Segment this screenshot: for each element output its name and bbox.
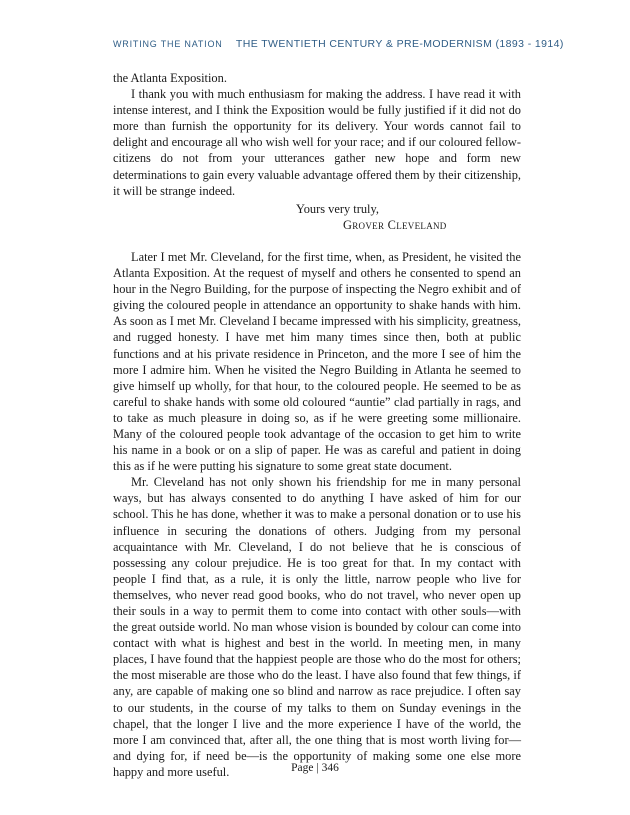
body-paragraph: Later I met Mr. Cleveland, for the first time, when, as President, he visited the Atlanta Exposition. At the request of myself and others he consented to spend an hour in the Negro Building, for the purpose of inspecting the Negro exhibit and of giving the coloured people in attendance an opportunity to shake hands with him. As soon as I met Mr. Cleveland I became impressed with his simplicity, greatness, and rugged honesty. I have met him many times since then, both at public functions and at his private residence in Princeton, and the more I see of him the more I admire him. When he visited the Negro Building in Atlanta he seemed to give himself up wholly, for that hour, to the coloured people. He seemed to be as careful to shake hands with some old coloured “auntie” clad partially in rags, and to take as much pleasure in doing so, as if he were greeting some millionaire. Many of the coloured people took advantage of the occasion to get him to write his name in a book or on a slip of paper. He was as careful and patient in doing this as if he were putting his signature to some great state document. xyxy=(113,249,522,474)
letter-continuation: the Atlanta Exposition. xyxy=(113,71,227,85)
letter-paragraph: I thank you with much enthusiasm for making the address. I have read it with intense interest, and I think the Exposition would be fully justified if it did not do more than furnish the opportunity for its delivery. Your words cannot fail to delight and encourage all who wish well for your race; and if our coloured fellow-citizens do not from your utterances gather new hope and form new determinations to gain every valuable advantage offered them by their citizenship, it will be strange indeed. xyxy=(113,87,521,198)
page-number: Page | 346 xyxy=(291,762,339,774)
section-gap xyxy=(113,233,521,249)
section-title: THE TWENTIETH CENTURY & PRE-MODERNISM (1893 - 1914) xyxy=(235,38,564,50)
running-header xyxy=(113,38,583,50)
page-body xyxy=(113,70,521,780)
body-paragraph: Mr. Cleveland has not only shown his friendship for me in many personal ways, but has always consented to do anything I have asked of him for our school. This he has done, whether it was to make a personal donation or to use his influence in securing the donations of others. Judging from my personal acquaintance with Mr. Cleveland, I do not believe that he is conscious of possessing any colour prejudice. He is too great for that. In my contact with people I find that, as a rule, it is only the little, narrow people who live for themselves, who never read good books, who do not travel, who never open up their souls in a way to permit them to come into contact with other souls—with the great outside world. No man whose vision is bounded by colour can come into contact with what is highest and best in the world. In meeting men, in many places, I have found that the happiest people are those who do the most for others; the most miserable are those who do the least. I have also found that few things, if any, are capable of making one so blind and narrow as race prejudice. I often say to our students, in the course of my talks to them on Sunday evenings in the chapel, that the longer I live and the more experience I have of the world, the more I am convinced that, after all, the one thing that is most worth living for—and dying for, if need be—is the opportunity of making some one else more happy and more useful. xyxy=(113,475,521,779)
letter-signature: Grover Cleveland xyxy=(343,217,447,232)
series-title: WRITING THE NATION xyxy=(113,39,223,49)
letter-closing: Yours very truly, xyxy=(296,201,379,216)
